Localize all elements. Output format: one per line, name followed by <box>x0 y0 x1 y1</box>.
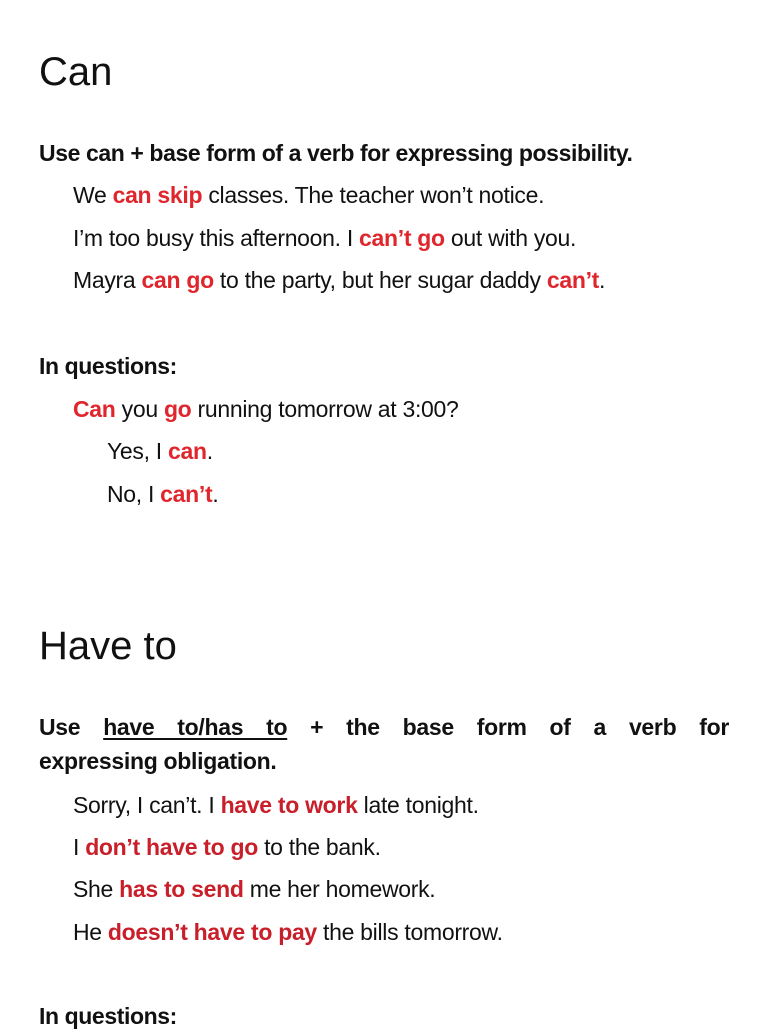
section-title-have-to: Have to <box>39 624 177 668</box>
rule-can: Use can + base form of a verb for expressing possibility. <box>39 140 633 166</box>
highlighted-verb: can’t go <box>359 225 445 251</box>
example-have-to-3 <box>73 878 435 901</box>
example-can-1 <box>73 184 544 207</box>
rule-have-to <box>39 710 729 778</box>
highlighted-verb: can go <box>141 267 214 293</box>
example-text: late tonight. <box>357 792 479 818</box>
highlighted-verb: Can <box>73 396 116 422</box>
rule-text: + the base form of a verb for <box>287 714 729 740</box>
questions-label-can: In questions: <box>39 353 177 379</box>
example-text: Yes, I <box>107 438 168 464</box>
highlighted-verb: doesn’t have to pay <box>107 919 317 945</box>
rule-text: Use <box>39 714 104 740</box>
example-have-to-1 <box>73 794 479 817</box>
example-text: me her homework. <box>243 876 436 902</box>
highlighted-verb: can’t <box>160 481 213 507</box>
example-have-to-4 <box>73 921 503 944</box>
example-text: to the party, but her sugar daddy <box>213 267 547 293</box>
example-text: running tomorrow at 3:00? <box>191 396 459 422</box>
highlighted-verb: don’t have to go <box>85 834 258 860</box>
example-can-2 <box>73 227 576 250</box>
example-text: out with you. <box>444 225 577 251</box>
example-text: the bills tomorrow. <box>316 919 503 945</box>
example-text: We <box>73 182 113 208</box>
highlighted-verb: can <box>167 438 207 464</box>
questions-label-have-to: In questions: <box>39 1003 177 1029</box>
rule-line-1 <box>39 710 729 744</box>
example-have-to-2 <box>73 836 381 859</box>
example-text: She <box>73 876 120 902</box>
example-text: to the bank. <box>258 834 381 860</box>
example-text: . <box>212 481 219 507</box>
section-title-can: Can <box>39 50 113 94</box>
example-text: No, I <box>107 481 161 507</box>
example-text: . <box>206 438 213 464</box>
highlighted-verb: have to work <box>220 792 358 818</box>
highlighted-verb: can skip <box>112 182 203 208</box>
example-text: . <box>599 267 606 293</box>
example-text: you <box>115 396 164 422</box>
example-text: He <box>73 919 108 945</box>
question-can <box>73 398 459 421</box>
highlighted-verb: has to send <box>119 876 244 902</box>
answer-no <box>107 483 218 506</box>
example-text: I <box>73 834 86 860</box>
example-text: classes. The teacher won’t notice. <box>202 182 545 208</box>
example-text: Sorry, I can’t. I <box>73 792 221 818</box>
highlighted-verb: can’t <box>546 267 600 293</box>
answer-yes <box>107 440 213 463</box>
example-can-3 <box>73 269 605 292</box>
rule-line-2: expressing obligation. <box>39 748 277 774</box>
example-text: Mayra <box>73 267 142 293</box>
highlighted-verb: go <box>163 396 192 422</box>
example-text: I’m too busy this afternoon. I <box>73 225 360 251</box>
underlined-term: have to/has to <box>103 714 288 740</box>
